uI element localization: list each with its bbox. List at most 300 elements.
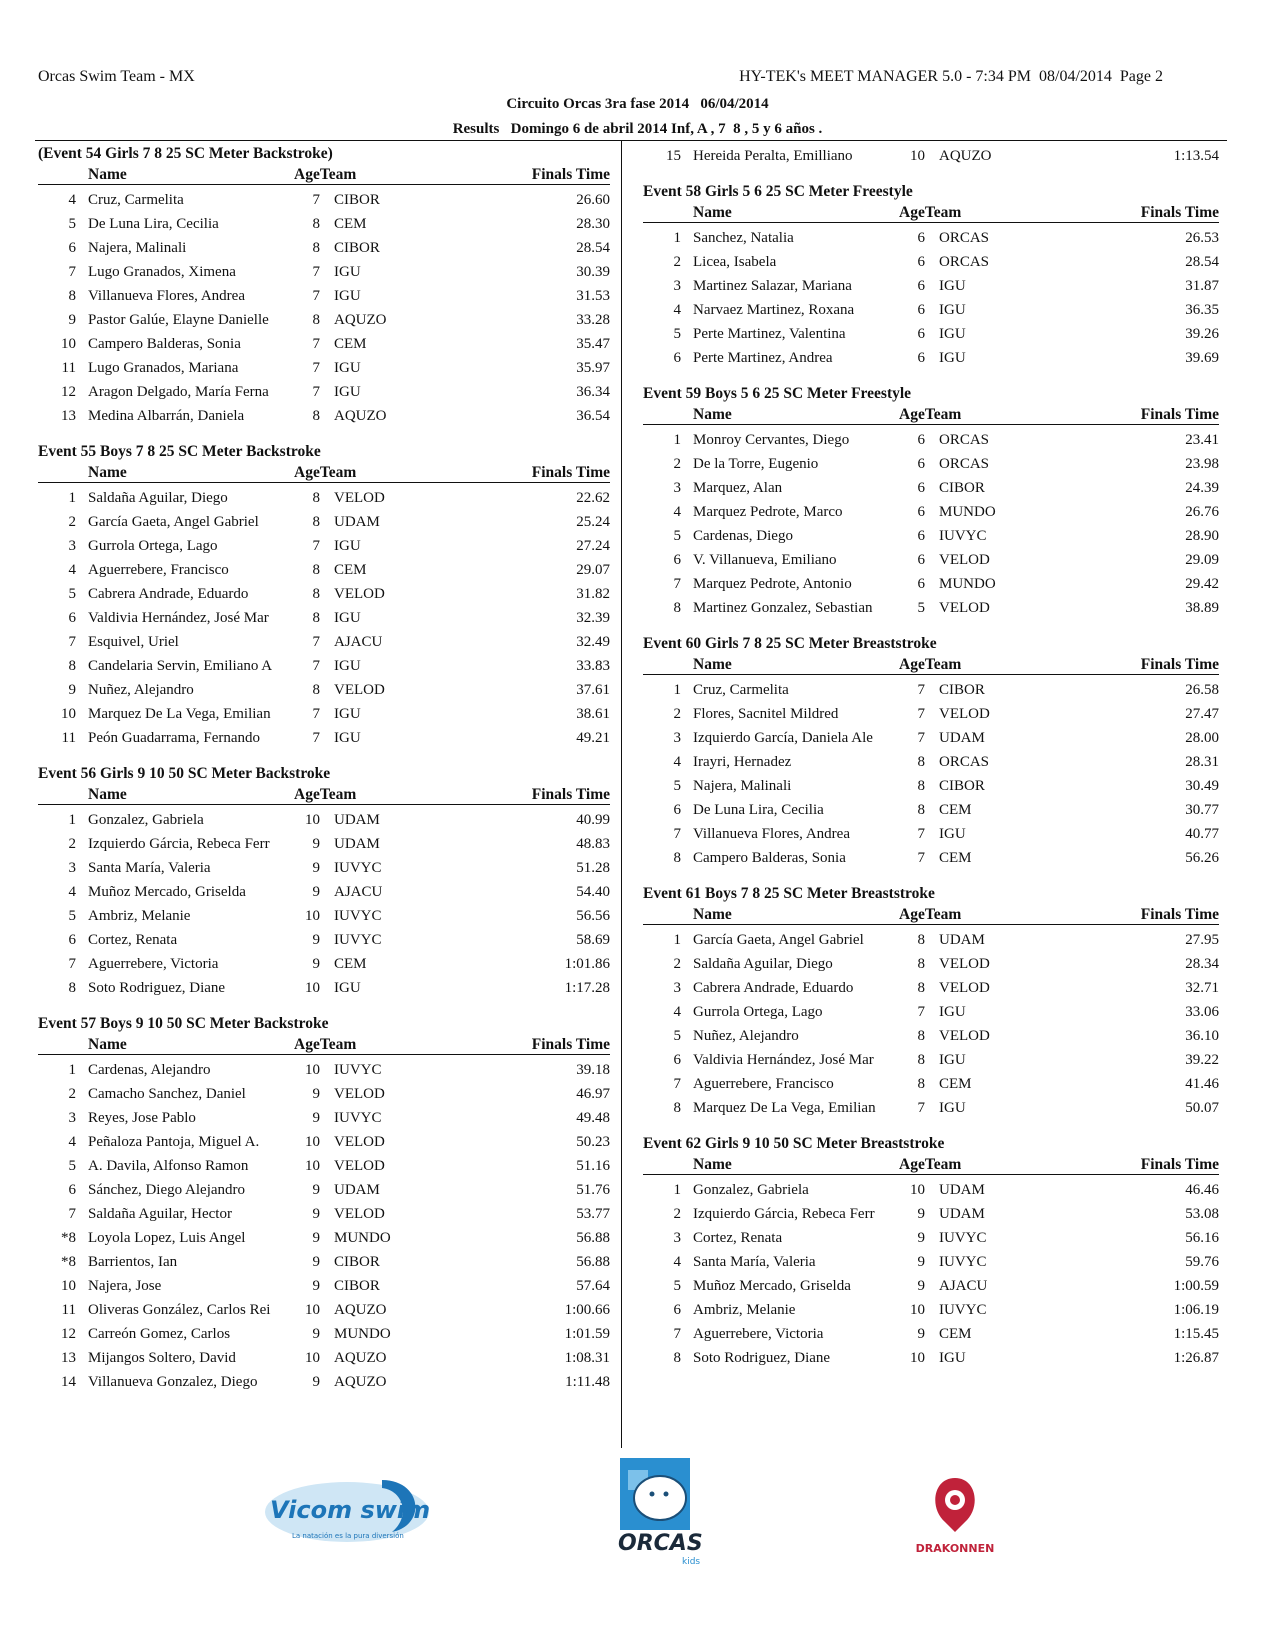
result-row: [643, 928, 1219, 952]
age: 6: [917, 504, 925, 520]
place: 2: [673, 1206, 681, 1222]
result-row: [643, 524, 1219, 548]
age: 7: [312, 706, 320, 722]
event-title: Event 59 Boys 5 6 25 SC Meter Freestyle: [643, 385, 912, 402]
place: 11: [61, 1302, 76, 1318]
place: 3: [673, 1230, 681, 1246]
place: 2: [673, 254, 681, 270]
place: 4: [68, 884, 76, 900]
team: VELOD: [334, 682, 385, 698]
team: CIBOR: [939, 778, 985, 794]
swimmer-name: Saldaña Aguilar, Diego: [693, 956, 833, 972]
finals-time: 1:15.45: [1173, 1326, 1219, 1342]
age: 6: [917, 456, 925, 472]
svg-text:ORCAS: ORCAS: [618, 1531, 703, 1556]
finals-time: 33.28: [576, 312, 610, 328]
result-row: [38, 188, 610, 212]
swimmer-name: García Gaeta, Angel Gabriel: [693, 932, 864, 948]
finals-time: 38.61: [576, 706, 610, 722]
event-title: Event 60 Girls 7 8 25 SC Meter Breaststroke: [643, 635, 937, 652]
swimmer-name: Aguerrebere, Francisco: [693, 1076, 834, 1092]
team: CEM: [334, 956, 367, 972]
place: 5: [673, 778, 681, 794]
finals-time: 28.54: [1185, 254, 1219, 270]
place: 1: [673, 1182, 681, 1198]
swimmer-name: Campero Balderas, Sonia: [693, 850, 846, 866]
finals-time: 53.77: [576, 1206, 610, 1222]
header-age-team: AgeTeam: [294, 166, 357, 183]
age: 9: [312, 1278, 320, 1294]
place: 3: [68, 538, 76, 554]
swimmer-name: Najera, Malinali: [88, 240, 187, 256]
swimmer-name: Marquez Pedrote, Marco: [693, 504, 843, 520]
finals-time: 56.88: [576, 1230, 610, 1246]
place: 8: [68, 980, 76, 996]
result-row: [643, 226, 1219, 250]
swimmer-name: Izquierdo Gárcia, Rebeca Ferr: [693, 1206, 875, 1222]
finals-time: 33.83: [576, 658, 610, 674]
event-title: Event 58 Girls 5 6 25 SC Meter Freestyle: [643, 183, 913, 200]
header-name: Name: [88, 786, 127, 803]
result-row: [38, 558, 610, 582]
place: 11: [61, 730, 76, 746]
swimmer-name: Barrientos, Ian: [88, 1254, 178, 1270]
team: IGU: [939, 1004, 966, 1020]
finals-time: 40.77: [1185, 826, 1219, 842]
result-row: [38, 808, 610, 832]
finals-time: 1:06.19: [1173, 1302, 1219, 1318]
column-header: [38, 1034, 610, 1055]
age: 9: [312, 1206, 320, 1222]
finals-time: 36.34: [576, 384, 610, 400]
team: CEM: [334, 562, 367, 578]
result-row: [643, 846, 1219, 870]
team: AQUZO: [334, 312, 387, 328]
place: 8: [673, 1100, 681, 1116]
finals-time: 58.69: [576, 932, 610, 948]
team: VELOD: [334, 1134, 385, 1150]
age: 9: [917, 1278, 925, 1294]
team: IGU: [334, 658, 361, 674]
age: 8: [312, 586, 320, 602]
team: CIBOR: [939, 480, 985, 496]
finals-time: 28.00: [1185, 730, 1219, 746]
team: CEM: [334, 336, 367, 352]
result-row: [38, 534, 610, 558]
result-row: [38, 1178, 610, 1202]
result-row: [643, 976, 1219, 1000]
swimmer-name: Monroy Cervantes, Diego: [693, 432, 850, 448]
age: 9: [312, 860, 320, 876]
team: CEM: [939, 1326, 972, 1342]
team: AQUZO: [939, 148, 992, 164]
swimmer-name: Cabrera Andrade, Eduardo: [88, 586, 249, 602]
column-header: [643, 904, 1219, 925]
team: VELOD: [939, 706, 990, 722]
event-section: [38, 144, 610, 428]
age: 7: [917, 826, 925, 842]
swimmer-name: Ambriz, Melanie: [88, 908, 191, 924]
team: AQUZO: [334, 1302, 387, 1318]
place: 13: [61, 1350, 76, 1366]
result-row: [38, 856, 610, 880]
result-row: [38, 236, 610, 260]
result-row: [643, 476, 1219, 500]
swimmer-name: Candelaria Servin, Emiliano A: [88, 658, 273, 674]
team: UDAM: [334, 1182, 380, 1198]
age: 10: [910, 148, 925, 164]
place: 7: [68, 956, 76, 972]
finals-time: 33.06: [1185, 1004, 1219, 1020]
age: 6: [917, 278, 925, 294]
place: 2: [68, 1086, 76, 1102]
place: 11: [61, 360, 76, 376]
result-row: [643, 596, 1219, 620]
swimmer-name: Villanueva Gonzalez, Diego: [88, 1374, 258, 1390]
age: 8: [917, 802, 925, 818]
header-name: Name: [88, 1036, 127, 1053]
finals-time: 1:00.66: [564, 1302, 610, 1318]
team: CIBOR: [334, 1254, 380, 1270]
age: 9: [917, 1326, 925, 1342]
swimmer-name: Oliveras González, Carlos Rei: [88, 1302, 271, 1318]
swimmer-name: Perte Martinez, Valentina: [693, 326, 846, 342]
swimmer-name: Perte Martinez, Andrea: [693, 350, 833, 366]
swimmer-name: Valdivia Hernández, José Mar: [693, 1052, 874, 1068]
finals-time: 54.40: [576, 884, 610, 900]
age: 7: [917, 730, 925, 746]
age: 8: [917, 980, 925, 996]
place: 2: [673, 706, 681, 722]
team: CIBOR: [939, 682, 985, 698]
swimmer-name: Loyola Lopez, Luis Angel: [88, 1230, 246, 1246]
team: IUVYC: [334, 860, 382, 876]
place: 3: [68, 1110, 76, 1126]
age: 8: [917, 956, 925, 972]
place: 5: [68, 1158, 76, 1174]
finals-time: 46.97: [576, 1086, 610, 1102]
age: 8: [312, 610, 320, 626]
result-row: [643, 798, 1219, 822]
result-row: [38, 1106, 610, 1130]
team: IUVYC: [334, 932, 382, 948]
age: 10: [305, 1302, 320, 1318]
column-header: [643, 654, 1219, 675]
header-team: Orcas Swim Team - MX: [38, 68, 195, 85]
place: 2: [68, 514, 76, 530]
result-row: [38, 976, 610, 1000]
age: 6: [917, 552, 925, 568]
place: 3: [673, 730, 681, 746]
result-row: [643, 1048, 1219, 1072]
finals-time: 35.47: [576, 336, 610, 352]
place: 6: [68, 932, 76, 948]
swimmer-name: Mijangos Soltero, David: [88, 1350, 236, 1366]
sponsor-logos: [0, 1450, 1275, 1580]
age: 7: [917, 1004, 925, 1020]
age: 9: [312, 1182, 320, 1198]
age: 8: [312, 682, 320, 698]
result-row: [38, 1202, 610, 1226]
team: IGU: [939, 1052, 966, 1068]
swimmer-name: Villanueva Flores, Andrea: [693, 826, 850, 842]
team: CIBOR: [334, 192, 380, 208]
age: 8: [917, 932, 925, 948]
swimmer-name: Martinez Salazar, Mariana: [693, 278, 852, 294]
finals-time: 32.49: [576, 634, 610, 650]
place: *8: [61, 1230, 76, 1246]
age: 6: [917, 254, 925, 270]
team: IGU: [939, 278, 966, 294]
finals-time: 28.54: [576, 240, 610, 256]
age: 10: [910, 1182, 925, 1198]
finals-time: 22.62: [576, 490, 610, 506]
team: IGU: [334, 610, 361, 626]
result-row: [643, 346, 1219, 370]
team: UDAM: [939, 932, 985, 948]
place: 8: [68, 288, 76, 304]
team: ORCAS: [939, 432, 990, 448]
finals-time: 51.76: [576, 1182, 610, 1198]
finals-time: 36.35: [1185, 302, 1219, 318]
result-row: [38, 1274, 610, 1298]
result-row: [38, 678, 610, 702]
swimmer-name: Cabrera Andrade, Eduardo: [693, 980, 854, 996]
age: 6: [917, 326, 925, 342]
place: 1: [673, 682, 681, 698]
swimmer-name: Cruz, Carmelita: [693, 682, 789, 698]
header-finals-time: Finals Time: [531, 786, 610, 803]
age: 9: [312, 1086, 320, 1102]
result-row: [38, 260, 610, 284]
header-age-team: AgeTeam: [899, 656, 962, 673]
swimmer-name: Aguerrebere, Victoria: [88, 956, 219, 972]
team: IGU: [939, 1100, 966, 1116]
swimmer-name: Campero Balderas, Sonia: [88, 336, 241, 352]
swimmer-name: Muñoz Mercado, Griselda: [693, 1278, 851, 1294]
place: 8: [673, 850, 681, 866]
finals-time: 41.46: [1185, 1076, 1219, 1092]
finals-time: 28.30: [576, 216, 610, 232]
team: IGU: [334, 730, 361, 746]
finals-time: 50.23: [576, 1134, 610, 1150]
finals-time: 1:13.54: [1173, 148, 1219, 164]
finals-time: 39.18: [576, 1062, 610, 1078]
age: 8: [312, 240, 320, 256]
age: 8: [917, 1052, 925, 1068]
swimmer-name: Lugo Granados, Ximena: [88, 264, 236, 280]
column-header: [38, 462, 610, 483]
team: IUVYC: [939, 1254, 987, 1270]
swimmer-name: Soto Rodriguez, Diane: [693, 1350, 831, 1366]
age: 8: [312, 562, 320, 578]
orcas-logo: [608, 1450, 718, 1570]
place: 8: [673, 1350, 681, 1366]
column-header: [38, 164, 610, 185]
team: MUNDO: [939, 504, 996, 520]
left-column: [38, 144, 610, 1394]
team: VELOD: [334, 1158, 385, 1174]
age: 10: [910, 1350, 925, 1366]
team: UDAM: [939, 1206, 985, 1222]
finals-time: 59.76: [1185, 1254, 1219, 1270]
result-row: [38, 702, 610, 726]
finals-time: 28.90: [1185, 528, 1219, 544]
event-title: Event 62 Girls 9 10 50 SC Meter Breaststroke: [643, 1135, 945, 1152]
finals-time: 56.56: [576, 908, 610, 924]
team: IGU: [939, 302, 966, 318]
team: IGU: [939, 826, 966, 842]
team: ORCAS: [939, 230, 990, 246]
event-title: Event 55 Boys 7 8 25 SC Meter Backstroke: [38, 443, 321, 460]
finals-time: 29.09: [1185, 552, 1219, 568]
result-row: [643, 1072, 1219, 1096]
header-age-team: AgeTeam: [899, 1156, 962, 1173]
place: 3: [673, 480, 681, 496]
swimmer-name: Sánchez, Diego Alejandro: [88, 1182, 246, 1198]
swimmer-name: Gonzalez, Gabriela: [88, 812, 204, 828]
result-row: [38, 212, 610, 236]
place: 5: [673, 1278, 681, 1294]
finals-time: 39.26: [1185, 326, 1219, 342]
event-section: [643, 884, 1219, 1120]
team: VELOD: [334, 1086, 385, 1102]
team: CEM: [939, 802, 972, 818]
finals-time: 1:17.28: [564, 980, 610, 996]
place: 9: [68, 682, 76, 698]
place: 14: [61, 1374, 76, 1390]
finals-time: 53.08: [1185, 1206, 1219, 1222]
place: 3: [673, 980, 681, 996]
team: AJACU: [334, 884, 383, 900]
result-row: [38, 1370, 610, 1394]
team: IGU: [334, 264, 361, 280]
age: 9: [312, 836, 320, 852]
team: IGU: [334, 384, 361, 400]
team: IUVYC: [939, 1230, 987, 1246]
result-row: [38, 654, 610, 678]
team: CEM: [939, 850, 972, 866]
right-column: [643, 144, 1219, 1370]
team: IGU: [334, 288, 361, 304]
result-row: [643, 1250, 1219, 1274]
swimmer-name: Gonzalez, Gabriela: [693, 1182, 809, 1198]
result-row: [643, 1096, 1219, 1120]
team: IGU: [939, 350, 966, 366]
finals-time: 56.16: [1185, 1230, 1219, 1246]
finals-time: 24.39: [1185, 480, 1219, 496]
result-row: [643, 250, 1219, 274]
finals-time: 25.24: [576, 514, 610, 530]
team: AJACU: [334, 634, 383, 650]
swimmer-name: Ambriz, Melanie: [693, 1302, 796, 1318]
team: IGU: [334, 360, 361, 376]
age: 7: [917, 1100, 925, 1116]
swimmer-name: Gurrola Ortega, Lago: [88, 538, 218, 554]
finals-time: 27.24: [576, 538, 610, 554]
result-row: [38, 1130, 610, 1154]
finals-time: 26.60: [576, 192, 610, 208]
swimmer-name: Lugo Granados, Mariana: [88, 360, 239, 376]
finals-time: 26.76: [1185, 504, 1219, 520]
place: 5: [673, 528, 681, 544]
age: 9: [312, 1374, 320, 1390]
team: MUNDO: [334, 1326, 391, 1342]
team: AQUZO: [334, 408, 387, 424]
team: AQUZO: [334, 1350, 387, 1366]
header-age-team: AgeTeam: [294, 786, 357, 803]
team: VELOD: [939, 552, 990, 568]
svg-text:Vicom swim: Vicom swim: [270, 1496, 431, 1524]
team: ORCAS: [939, 754, 990, 770]
header-age-team: AgeTeam: [294, 1036, 357, 1053]
result-row: [643, 774, 1219, 798]
age: 7: [312, 264, 320, 280]
result-row: [38, 726, 610, 750]
team: IGU: [939, 326, 966, 342]
place: 12: [61, 1326, 76, 1342]
swimmer-name: Cardenas, Diego: [693, 528, 793, 544]
team: IGU: [939, 1350, 966, 1366]
swimmer-name: De la Torre, Eugenio: [693, 456, 819, 472]
finals-time: 30.39: [576, 264, 610, 280]
column-header: [643, 404, 1219, 425]
swimmer-name: Gurrola Ortega, Lago: [693, 1004, 823, 1020]
finals-time: 35.97: [576, 360, 610, 376]
place: 3: [68, 860, 76, 876]
team: UDAM: [939, 730, 985, 746]
svg-text:La natación es la pura diversi: La natación es la pura diversión: [292, 1532, 404, 1540]
place: 4: [673, 1004, 681, 1020]
age: 6: [917, 576, 925, 592]
age: 8: [917, 778, 925, 794]
result-row: [643, 322, 1219, 346]
swimmer-name: Soto Rodriguez, Diane: [88, 980, 226, 996]
team: IGU: [334, 980, 361, 996]
age: 7: [312, 384, 320, 400]
age: 10: [305, 1134, 320, 1150]
team: VELOD: [939, 600, 990, 616]
team: VELOD: [334, 490, 385, 506]
age: 6: [917, 302, 925, 318]
place: 4: [673, 754, 681, 770]
result-row: [38, 1322, 610, 1346]
swimmer-name: Valdivia Hernández, José Mar: [88, 610, 269, 626]
event-title: Event 61 Boys 7 8 25 SC Meter Breaststroke: [643, 885, 935, 902]
age: 8: [312, 408, 320, 424]
result-row: [38, 606, 610, 630]
age: 5: [917, 600, 925, 616]
place: 1: [68, 490, 76, 506]
team: UDAM: [334, 836, 380, 852]
swimmer-name: Carreón Gomez, Carlos: [88, 1326, 231, 1342]
age: 8: [917, 1028, 925, 1044]
swimmer-name: Irayri, Hernadez: [693, 754, 792, 770]
team: IUVYC: [334, 908, 382, 924]
header-software: HY-TEK's MEET MANAGER 5.0 - 7:34 PM 08/04/2014 Page 2: [739, 68, 1163, 85]
header-age-team: AgeTeam: [899, 906, 962, 923]
swimmer-name: Aguerrebere, Francisco: [88, 562, 229, 578]
header-name: Name: [693, 204, 732, 221]
swimmer-name: Marquez, Alan: [693, 480, 783, 496]
place: 5: [68, 908, 76, 924]
finals-time: 31.82: [576, 586, 610, 602]
result-row: [38, 1082, 610, 1106]
finals-time: 38.89: [1185, 600, 1219, 616]
column-header: [643, 202, 1219, 223]
age: 9: [312, 884, 320, 900]
event-section: [38, 1014, 610, 1394]
